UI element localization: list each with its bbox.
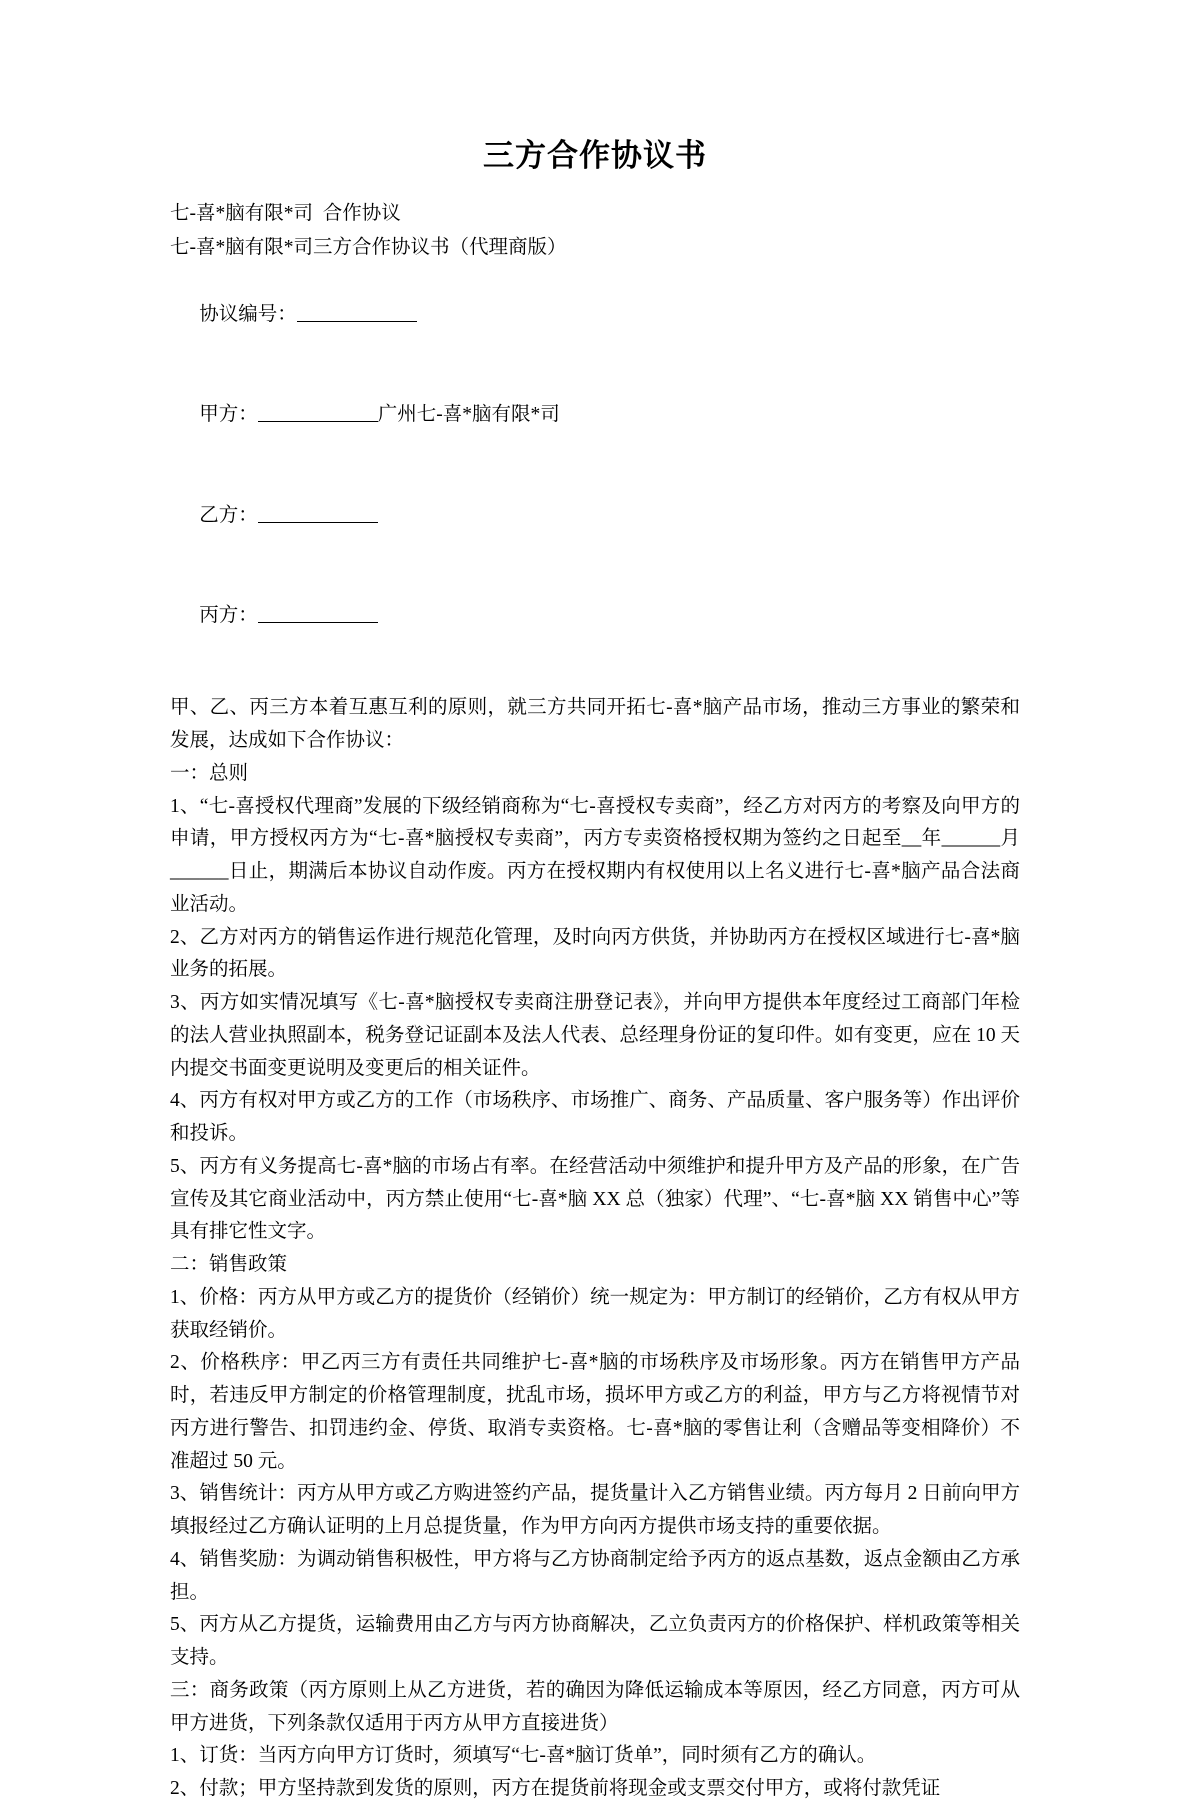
field-label: 丙方：	[199, 605, 258, 627]
paragraph: 2、乙方对丙方的销售运作进行规范化管理，及时向丙方供货，并协助丙方在授权区域进行七-喜*脑业务的拓展。	[170, 926, 1020, 981]
field-blank	[258, 603, 378, 624]
field-blank	[258, 402, 378, 423]
section-heading: 二：销售政策	[170, 1254, 288, 1276]
paragraph: 1、“七-喜授权代理商”发展的下级经销商称为“七-喜授权专卖商”，经乙方对丙方的考察及向甲方的申请，甲方授权丙方为“七-喜*脑授权专卖商”，丙方专卖资格授权期为签约之日起至__年______月______日止，期满后本协议自动作废。丙方在授权期内有权使用以上名义进行七-喜*脑产品合法商业活动。	[170, 795, 1020, 915]
paragraph: 4、销售奖励：为调动销售积极性，甲方将与乙方协商制定给予丙方的返点基数，返点金额由乙方承担。	[170, 1548, 1020, 1603]
paragraph: 甲、乙、丙三方本着互惠互利的原则，就三方共同开拓七-喜*脑产品市场，推动三方事业的繁荣和发展，达成如下合作协议：	[170, 697, 1020, 752]
paragraph: 1、价格：丙方从甲方或乙方的提货价（经销价）统一规定为：甲方制订的经销价，乙方有权从甲方获取经销价。	[170, 1286, 1020, 1341]
header-line: 七-喜*脑有限*司 合作协议	[170, 203, 401, 224]
paragraph: 3、销售统计：丙方从甲方或乙方购进签约产品，提货量计入乙方销售业绩。丙方每月 2 日前向甲方填报经过乙方确认证明的上月总提货量，作为甲方向丙方提供市场支持的重要依据。	[170, 1483, 1020, 1538]
field-blank	[297, 301, 417, 322]
header-line: 七-喜*脑有限*司三方合作协议书（代理商版）	[170, 236, 567, 258]
document-header-block	[170, 197, 1020, 666]
paragraph: 2、付款；甲方坚持款到发货的原则，丙方在提货前将现金或支票交付甲方，或将付款凭证	[170, 1778, 941, 1800]
field-label: 协议编号：	[199, 303, 297, 325]
field-blank	[258, 502, 378, 523]
field-row-party-c	[170, 566, 1020, 667]
page-title: 三方合作协议书	[483, 138, 707, 173]
document-body	[170, 692, 1020, 1806]
field-row-party-a	[170, 365, 1020, 466]
field-suffix: 广州七-喜*脑有限*司	[377, 404, 560, 426]
section-heading: 一：总则	[170, 762, 249, 784]
section-heading: 三：商务政策（丙方原则上从乙方进货，若的确因为降低运输成本等原因，经乙方同意，丙方可从甲方进货，下列条款仅适用于丙方从甲方直接进货）	[170, 1679, 1020, 1734]
paragraph: 4、丙方有权对甲方或乙方的工作（市场秩序、市场推广、商务、产品质量、客户服务等）作出评价和投诉。	[170, 1090, 1020, 1145]
paragraph: 1、订货：当丙方向甲方订货时，须填写“七-喜*脑订货单”，同时须有乙方的确认。	[170, 1745, 877, 1767]
field-row-contract-number	[170, 264, 1020, 365]
field-row-party-b	[170, 465, 1020, 566]
paragraph: 3、丙方如实情况填写《七-喜*脑授权专卖商注册登记表》，并向甲方提供本年度经过工商部门年检的法人营业执照副本，税务登记证副本及法人代表、总经理身份证的复印件。如有变更，应在 10 天内提交书面变更说明及变更后的相关证件。	[170, 992, 1020, 1079]
paragraph: 5、丙方从乙方提货，运输费用由乙方与丙方协商解决，乙立负责丙方的价格保护、样机政策等相关支持。	[170, 1614, 1020, 1669]
paragraph: 2、价格秩序：甲乙丙三方有责任共同维护七-喜*脑的市场秩序及市场形象。丙方在销售甲方产品时，若违反甲方制定的价格管理制度，扰乱市场，损坏甲方或乙方的利益，甲方与乙方将视情节对丙方进行警告、扣罚违约金、停货、取消专卖资格。七-喜*脑的零售让利（含赠品等变相降价）不准超过 50 元。	[170, 1352, 1020, 1472]
field-label: 甲方：	[199, 404, 258, 426]
field-label: 乙方：	[199, 504, 258, 526]
paragraph: 5、丙方有义务提高七-喜*脑的市场占有率。在经营活动中须维护和提升甲方及产品的形象，在广告宣传及其它商业活动中，丙方禁止使用“七-喜*脑 XX 总（独家）代理”、“七-喜*脑 XX 销售中心”等具有排它性文字。	[170, 1155, 1020, 1243]
